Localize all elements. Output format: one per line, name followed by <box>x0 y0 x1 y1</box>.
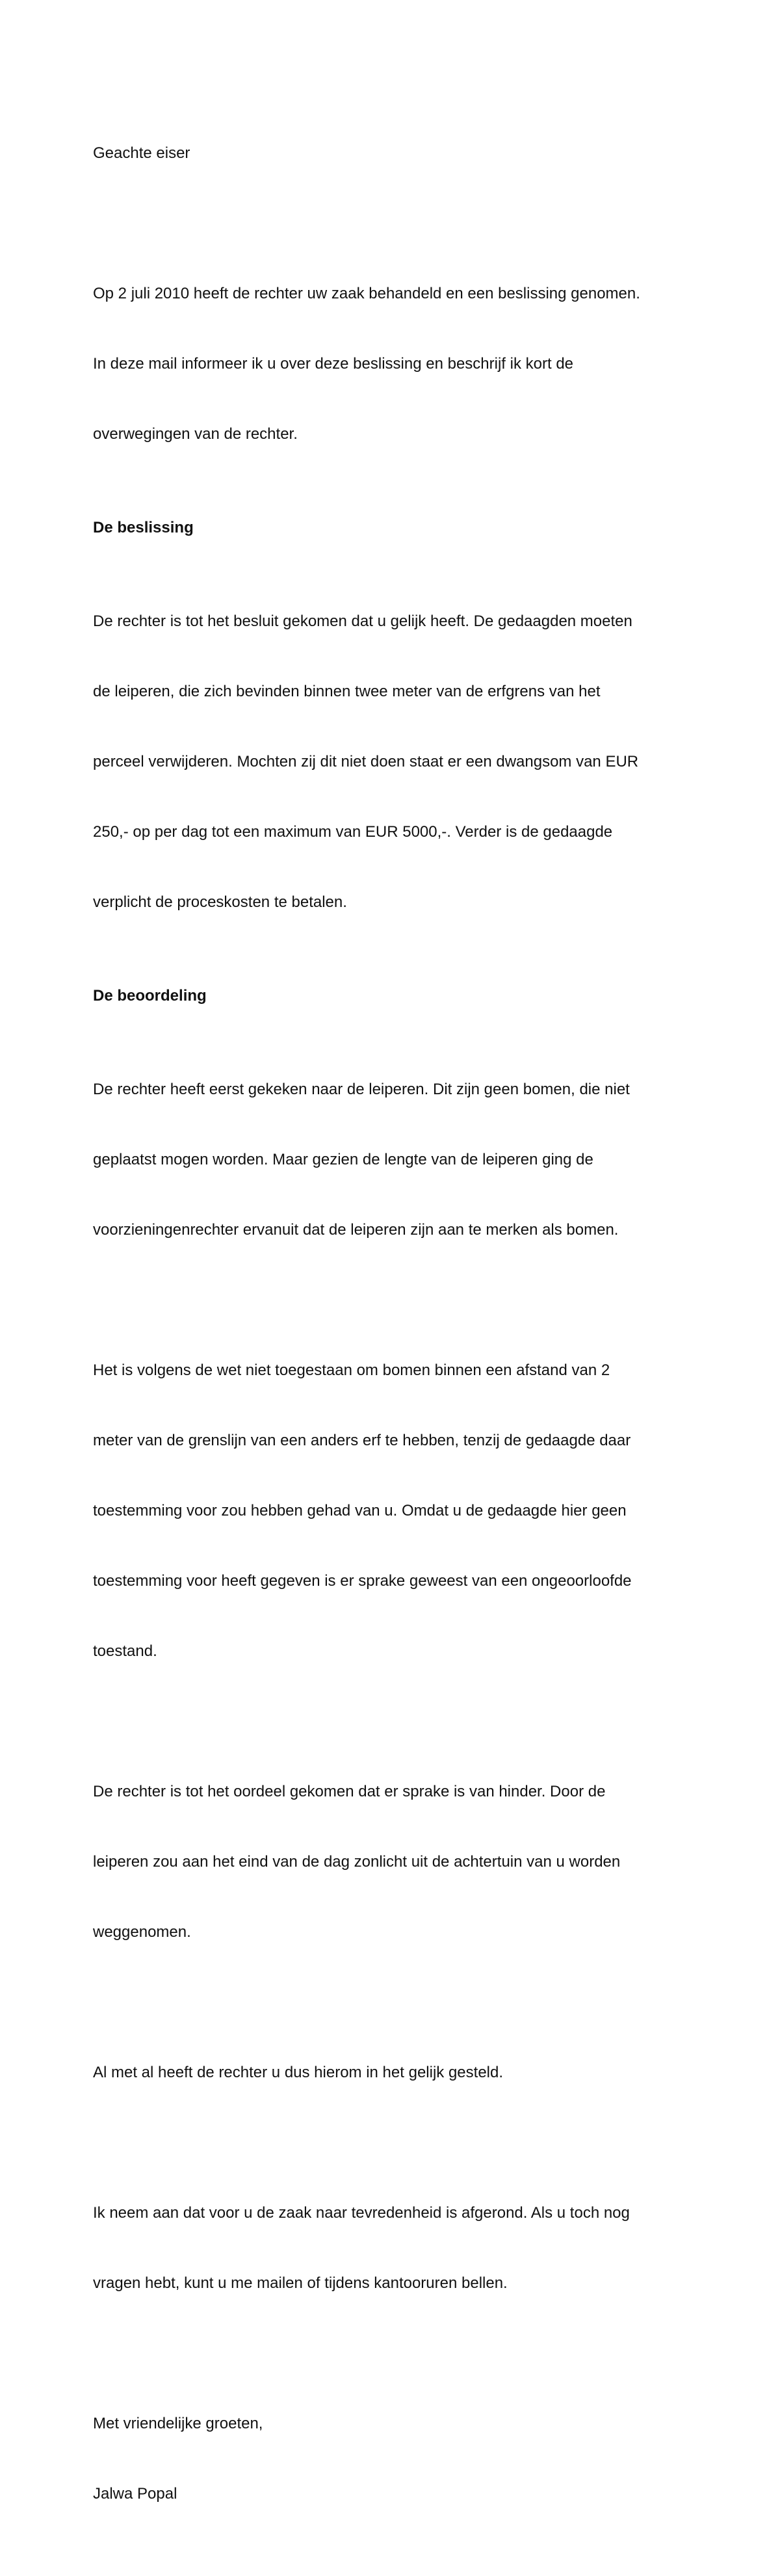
text-line: Het is volgens de wet niet toegestaan om bomen binnen een afstand van 2 <box>93 1361 610 1379</box>
salutation-text: Geachte eiser <box>93 144 190 162</box>
text-line: toestemming voor zou hebben gehad van u. Omdat u de gedaagde hier geen <box>93 1502 627 1519</box>
assessment-paragraph-3 <box>93 1733 691 1991</box>
text-line: overwegingen van de rechter. <box>93 425 298 443</box>
text-line: De rechter is tot het besluit gekomen dat u gelijk heeft. De gedaagden moeten <box>93 612 632 630</box>
closing-paragraph <box>93 2155 691 2342</box>
text-line: meter van de grenslijn van een anders erf te hebben, tenzij de gedaagde daar <box>93 1432 631 1449</box>
salutation <box>93 95 691 212</box>
closing-greeting: Met vriendelijke groeten, <box>93 2415 263 2432</box>
text-line: 250,- op per dag tot een maximum van EUR 5000,-. Verder is de gedaagde <box>93 823 613 841</box>
text-line: Al met al heeft de rechter u dus hierom in het gelijk gesteld. <box>93 2064 504 2081</box>
text-line: perceel verwijderen. Mochten zij dit niet doen staat er een dwangsom van EUR <box>93 753 639 770</box>
text-line: geplaatst mogen worden. Maar gezien de lengte van de leiperen ging de <box>93 1151 593 1168</box>
letter-body <box>93 95 691 2576</box>
section-heading-assessment: De beoordeling <box>93 987 207 1005</box>
text-line: In deze mail informeer ik u over deze beslissing en beschrijf ik kort de <box>93 355 574 373</box>
text-line: De rechter heeft eerst gekeken naar de leiperen. Dit zijn geen bomen, die niet <box>93 1081 630 1098</box>
assessment-paragraph-4 <box>93 2014 691 2131</box>
text-line: de leiperen, die zich bevinden binnen twee meter van de erfgrens van het <box>93 683 601 700</box>
text-line: vragen hebt, kunt u me mailen of tijdens kantooruren bellen. <box>93 2274 508 2292</box>
text-line: De rechter is tot het oordeel gekomen dat er sprake is van hinder. Door de <box>93 1783 606 1800</box>
intro-paragraph <box>93 235 691 493</box>
section-heading-decision: De beslissing <box>93 519 194 536</box>
assessment-paragraph-1 <box>93 1031 691 1289</box>
text-line: leiperen zou aan het eind van de dag zonlicht uit de achtertuin van u worden <box>93 1853 621 1871</box>
text-line: verplicht de proceskosten te betalen. <box>93 893 347 911</box>
signature-name: Jalwa Popal <box>93 2485 177 2503</box>
signature-block <box>93 2365 691 2553</box>
assessment-paragraph-2 <box>93 1312 691 1710</box>
text-line: Op 2 juli 2010 heeft de rechter uw zaak behandeld en een beslissing genomen. <box>93 285 640 302</box>
text-line: weggenomen. <box>93 1923 191 1941</box>
decision-paragraph <box>93 563 691 961</box>
text-line: Ik neem aan dat voor u de zaak naar tevredenheid is afgerond. Als u toch nog <box>93 2204 630 2222</box>
text-line: toestemming voor heeft gegeven is er sprake geweest van een ongeoorloofde <box>93 1572 632 1590</box>
text-line: voorzieningenrechter ervanuit dat de leiperen zijn aan te merken als bomen. <box>93 1221 619 1239</box>
text-line: toestand. <box>93 1642 157 1660</box>
